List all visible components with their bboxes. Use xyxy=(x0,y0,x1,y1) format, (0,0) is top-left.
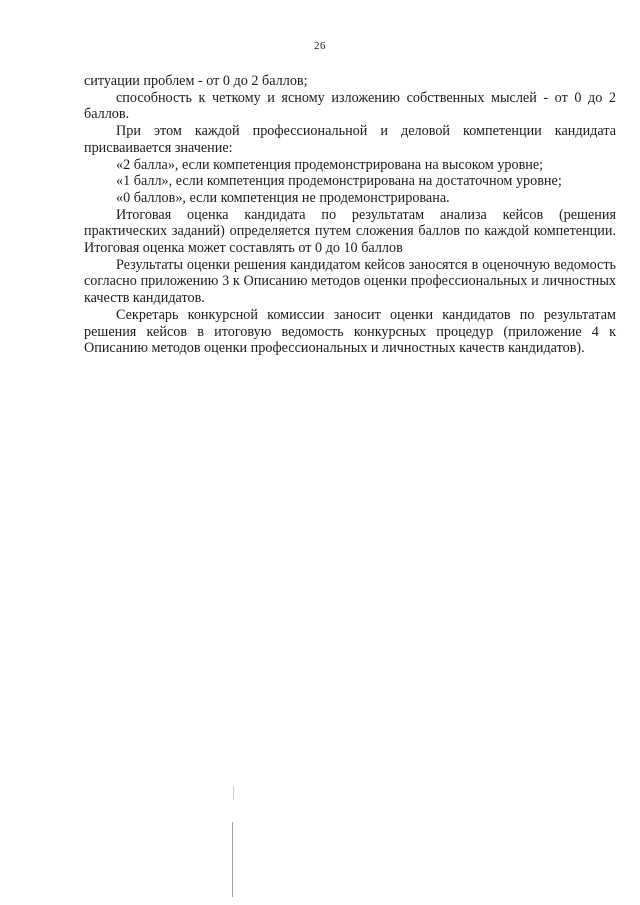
paragraph-continuation: ситуации проблем - от 0 до 2 баллов; xyxy=(84,73,308,89)
paragraph-score-1: «1 балл», если компетенция продемонстрирована на достаточном уровне; xyxy=(116,173,562,190)
document-body xyxy=(84,73,616,357)
paragraph-scoring-intro: При этом каждой профессиональной и деловой компетенции кандидата присваивается значение: xyxy=(84,123,616,156)
paragraph-secretary: Секретарь конкурсной комиссии заносит оценки кандидатов по результатам решения кейсов в итоговую ведомость конкурсных процедур (приложение 4 к Описанию методов оценки профессиональных и личностных качеств кандидатов). xyxy=(84,306,616,357)
page-number: 26 xyxy=(314,40,326,52)
paragraph-criterion: способность к четкому и ясному изложению собственных мыслей - от 0 до 2 баллов. xyxy=(84,89,616,123)
paragraph-final-score: Итоговая оценка кандидата по результатам анализа кейсов (решения практических заданий) определяется путем сложения баллов по каждой компетенции. Итоговая оценка может составлять от 0 до 10 баллов xyxy=(84,206,616,257)
paragraph-score-2: «2 балла», если компетенция продемонстрирована на высоком уровне; xyxy=(116,156,544,173)
scan-artifact-line xyxy=(232,822,233,897)
scan-artifact-mark xyxy=(233,786,234,800)
paragraph-score-0: «0 баллов», если компетенция не продемонстрирована. xyxy=(116,189,450,206)
paragraph-results-recording: Результаты оценки решения кандидатом кейсов заносятся в оценочную ведомость согласно приложению 3 к Описанию методов оценки профессиональных и личностных качеств кандидатов. xyxy=(84,256,616,307)
